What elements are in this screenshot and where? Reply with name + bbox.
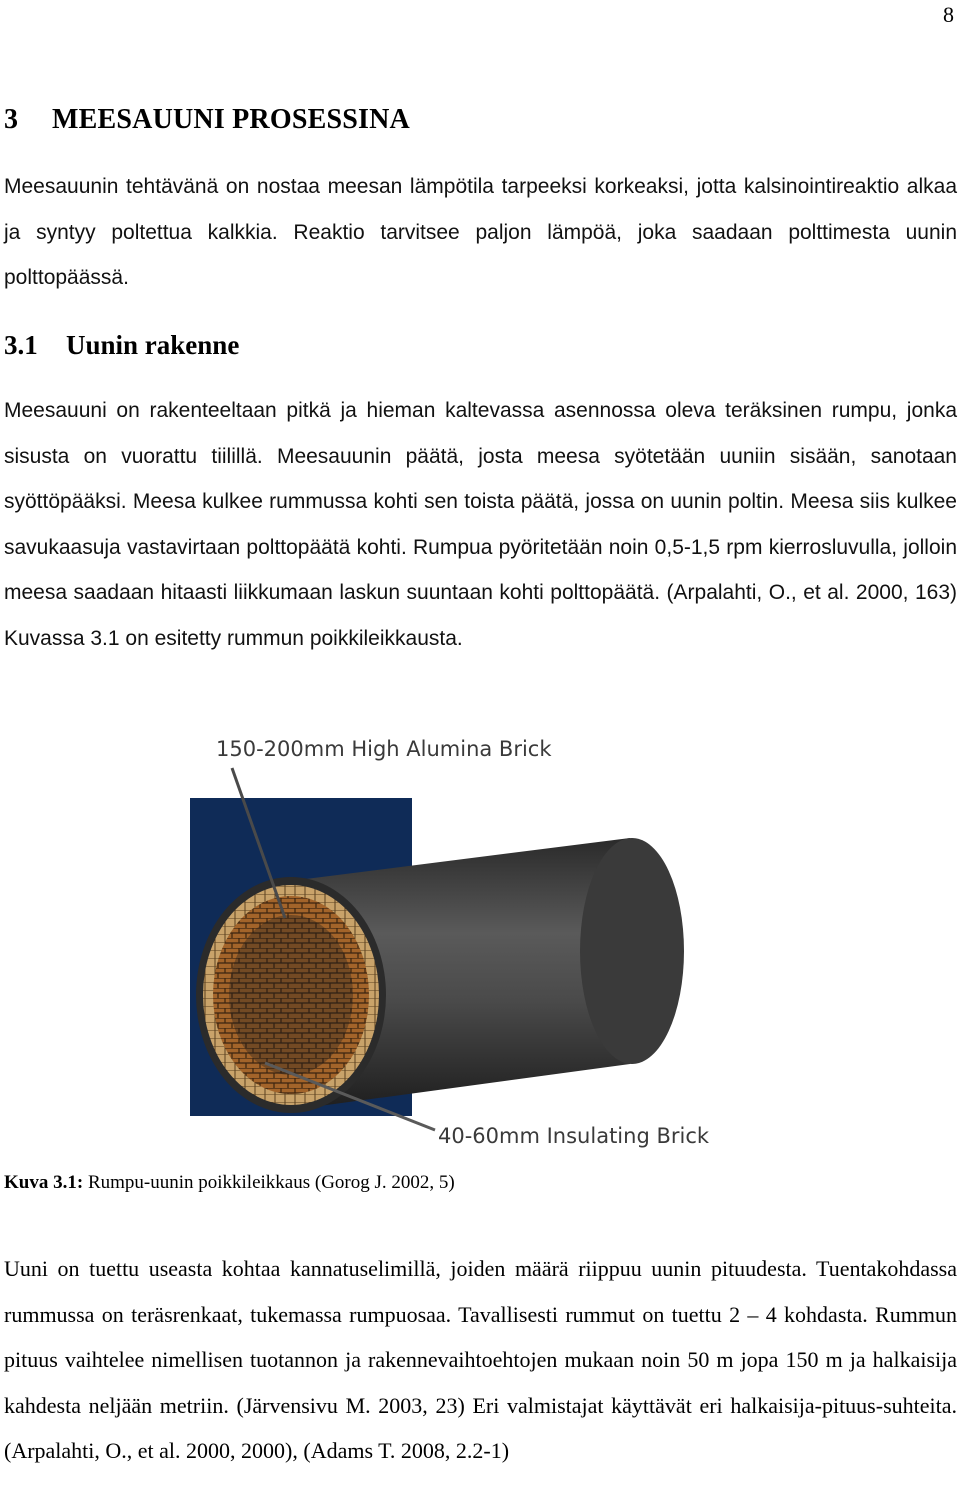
chapter-number: 3 <box>4 104 19 135</box>
chapter-title: MEESAUUNI PROSESSINA <box>52 104 410 135</box>
kiln-cross-section-figure <box>190 718 730 1158</box>
caption-label: Kuva 3.1: <box>4 1172 84 1193</box>
caption-text: Rumpu-uunin poikkileikkaus (Gorog J. 2002, 5) <box>83 1172 455 1193</box>
page-number: 8 <box>943 2 954 27</box>
intro-paragraph: Meesauunin tehtävänä on nostaa meesan lämpötila tarpeeksi korkeaksi, jotta kalsinointireaktio alkaa ja syntyy poltettua kalkkia. Reaktio tarvitsee paljon lämpöä, joka saadaan polttimesta uunin polttopäässä. <box>4 175 957 289</box>
drum-far-end <box>580 838 684 1064</box>
kiln-interior <box>229 915 353 1075</box>
chapter-heading <box>4 104 410 136</box>
section-paragraph: Meesauuni on rakenteeltaan pitkä ja hieman kaltevassa asennossa oleva teräksinen rumpu, jonka sisusta on vuorattu tiilillä. Meesauunin päätä, josta meesa syötetään uuniin sisään, sanotaan syöttöpääksi. Meesa kulkee rummussa kohti sen toista päätä, jossa on uunin poltin. Meesa siis kulkee savukaasuja vastavirtaan polttopäätä kohti. Rumpua pyöritetään noin 0,5-1,5 rpm kierrosluvulla, jolloin meesa saadaan hitaasti liikkumaan laskun suuntaan kohti polttopäätä. (Arpalahti, O., et al. 2000, 163) Kuvassa 3.1 on esitetty rummun poikkileikkausta. <box>4 399 957 650</box>
section-heading <box>4 330 239 361</box>
figure-caption <box>4 1172 455 1194</box>
section-number: 3.1 <box>4 330 38 360</box>
label-high-alumina-brick: 150-200mm High Alumina Brick <box>216 737 552 761</box>
label-insulating-brick: 40-60mm Insulating Brick <box>438 1124 710 1148</box>
section-title: Uunin rakenne <box>66 330 240 360</box>
closing-paragraph: Uuni on tuettu useasta kohtaa kannatuselimillä, joiden määrä riippuu uunin pituudesta. Tuentakohdassa rummussa on teräsrenkaat, tukemassa rumpuosaa. Tavallisesti rummut on tuettu 2 – 4 kohdasta. Rummun pituus vaihtelee nimellisen tuotannon ja rakennevaihtoehtojen mukaan noin 50 m jopa 150 m ja halkaisija kahdesta neljään metriin. (Järvensivu M. 2003, 23) Eri valmistajat käyttävät eri halkaisija-pituus-suhteita. (Arpalahti, O., et al. 2000, 2000), (Adams T. 2008, 2.2-1) <box>4 1256 957 1463</box>
